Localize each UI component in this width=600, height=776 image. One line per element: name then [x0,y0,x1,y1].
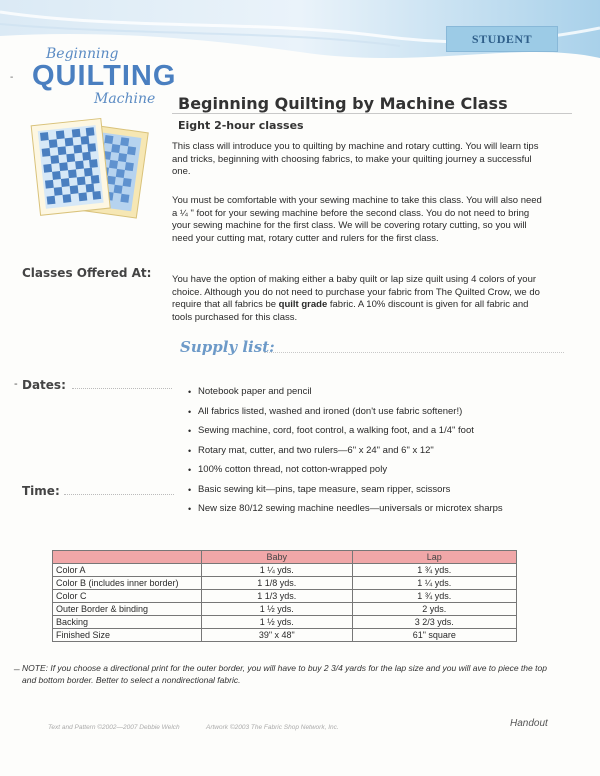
table-cell: Color A [53,564,202,577]
table-cell: Color C [53,590,202,603]
table-header-cell: Lap [352,551,516,564]
table-cell: 2 yds. [352,603,516,616]
time-label: Time: [22,484,60,498]
list-item: • New size 80/12 sewing machine needles—universals or microtex sharps [188,503,503,523]
table-row [53,616,517,629]
logo-line-beginning: Beginning [46,46,119,62]
table-cell: 1 ¾ yds. [352,564,516,577]
list-item: • 100% cotton thread, not cotton-wrapped poly [188,464,503,484]
options-text-2: fabric. A 10% discount is given for all fabric and tools purchased for this class. [172,299,529,323]
page-title: Beginning Quilting by Machine Class [178,94,508,113]
list-item: • All fabrics listed, washed and ironed (don't use fabric softener!) [188,406,503,426]
table-cell: 1 ½ yds. [202,616,353,629]
table-cell: 1 1/3 yds. [202,590,353,603]
table-cell: Finished Size [53,629,202,642]
table-cell: 1 ½ yds. [202,603,353,616]
table-cell: 3 2/3 yds. [352,616,516,629]
fabric-requirements-table [52,550,517,642]
classes-offered-label: Classes Offered At: [22,266,152,280]
table-row [53,629,517,642]
options-paragraph [172,274,542,324]
options-text-1: You have the option of making either a baby quilt or lap size quilt using 4 colors of your choice. Although you do not need to purchase your fabric from The Quilted Crow, we do require that all fabrics be [172,274,540,310]
table-cell: 61" square [352,629,516,642]
list-item: • Basic sewing kit—pins, tape measure, seam ripper, scissors [188,484,503,504]
note-mark: _ [14,660,20,671]
table-cell: 1 ¼ yds. [202,564,353,577]
table-header-cell [53,551,202,564]
table-header-cell: Baby [202,551,353,564]
list-item: • Rotary mat, cutter, and two rulers—6" x 24" and 6" x 12" [188,445,503,465]
footer-handout-label: Handout [510,718,548,729]
logo-side-mark: - [10,72,14,83]
dates-mark: - [14,378,18,390]
supply-list [188,386,503,523]
table-row [53,603,517,616]
list-item: • Sewing machine, cord, foot control, a walking foot, and a 1/4" foot [188,425,503,445]
student-tab: STUDENT [446,26,558,52]
table-row [53,564,517,577]
table-cell: Color B (includes inner border) [53,577,202,590]
note-paragraph: NOTE: If you choose a directional print for the outer border, you will have to buy 2 3/4 yards for the lap size and you will ave to piece the top and bottom border. Better to select a nondirectional fabric. [22,663,547,685]
table-cell: Outer Border & binding [53,603,202,616]
table-cell: Backing [53,616,202,629]
table-header-row [53,551,517,564]
requirements-paragraph: You must be comfortable with your sewing machine to take this class. You will also need a ¼ " foot for your sewing machine before the second class. You do not need to bring your sewing machine for the first class. We will be covering rotary cutting, so you will need your cutting mat, rotary cutter and rulers for the first class. [172,195,542,244]
logo-line-machine: Machine [94,91,156,107]
table-cell: 1 ¾ yds. [352,590,516,603]
options-bold-text: quilt grade [278,299,328,310]
page-subtitle: Eight 2-hour classes [178,119,304,132]
time-line [64,494,174,495]
table-cell: 1 ¼ yds. [352,577,516,590]
list-item: • Notebook paper and pencil [188,386,503,406]
dates-line [72,388,172,389]
quilt-illustration-icon [30,110,150,230]
footer-artwork-credit: Artwork ©2003 The Fabric Shop Network, Inc. [206,724,339,731]
supply-list-heading: Supply list: [180,338,275,356]
title-divider [172,113,572,114]
table-cell: 39" x 48" [202,629,353,642]
footer-copyright-text: Text and Pattern ©2002—2007 Debbie Welch [48,724,180,731]
table-row [53,577,517,590]
table-cell: 1 1/8 yds. [202,577,353,590]
intro-paragraph: This class will introduce you to quilting by machine and rotary cutting. You will learn tips and tricks, beginning with choosing fabrics, to make your quilting journey a successful one. [172,141,539,177]
table-row [53,590,517,603]
dates-label: Dates: [22,378,66,392]
logo-line-quilting: QUILTING [32,60,177,92]
supply-divider [264,352,564,353]
